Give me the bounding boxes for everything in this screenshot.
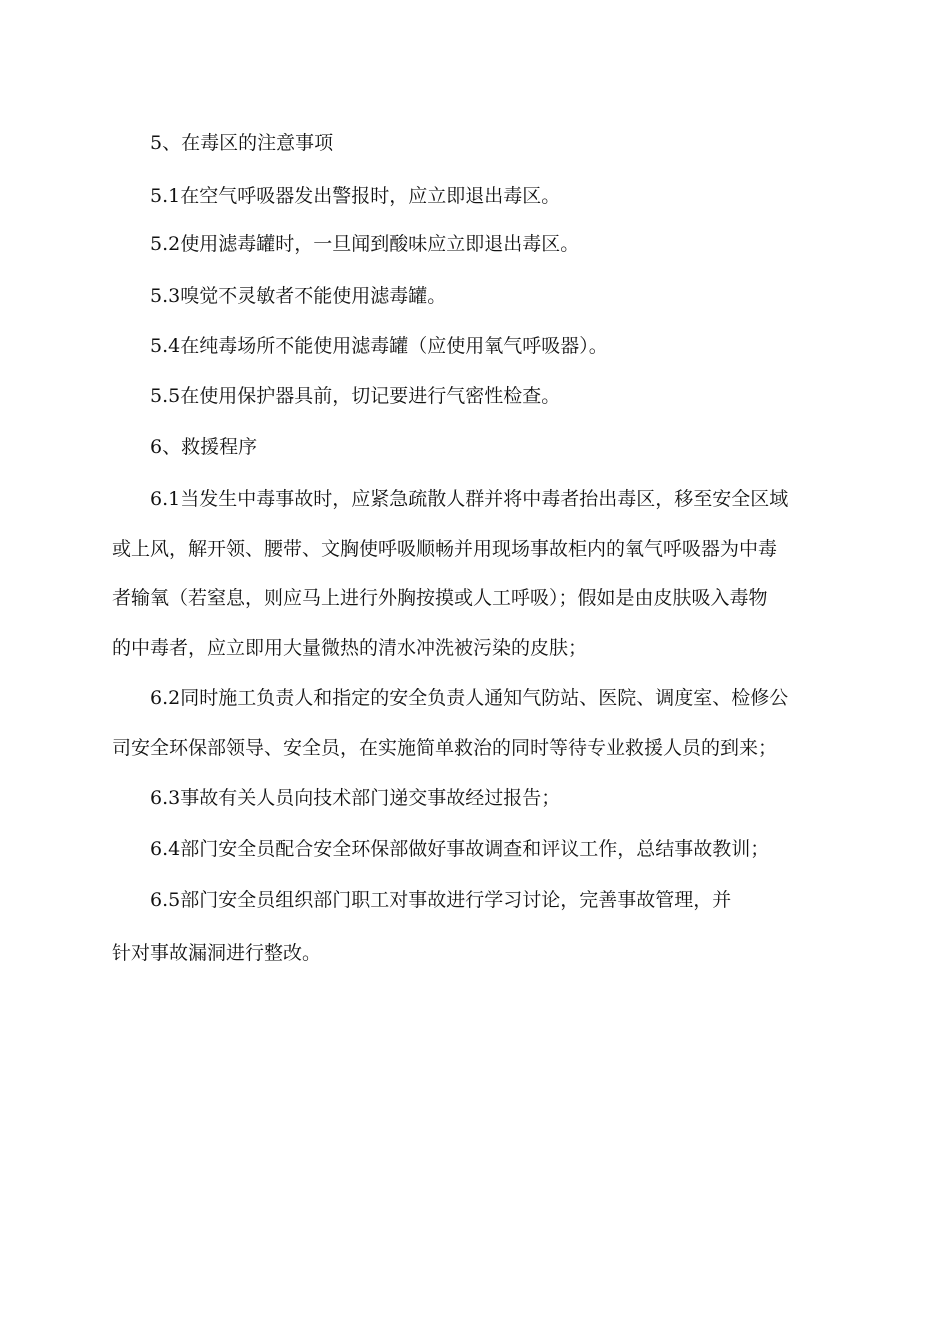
paragraph-6-1-line-1: 6.1当发生中毒事故时，应紧急疏散人群并将中毒者抬出毒区，移至安全区域 — [150, 488, 789, 510]
paragraph-6-3: 6.3事故有关人员向技术部门递交事故经过报告； — [150, 787, 561, 809]
paragraph-6-4: 6.4部门安全员配合安全环保部做好事故调查和评议工作，总结事故教训； — [150, 838, 770, 860]
paragraph-6-1-line-3: 者输氧（若窒息，则应马上进行外胸按摸或人工呼吸）；假如是由皮肤吸入毒物 — [112, 587, 768, 609]
paragraph-6-5-line-1: 6.5部门安全员组织部门职工对事故进行学习讨论，完善事故管理，并 — [150, 889, 732, 911]
section-5-heading: 5、在毒区的注意事项 — [150, 132, 334, 154]
section-5-item-5: 5.5在使用保护器具前，切记要进行气密性检查。 — [150, 385, 561, 407]
paragraph-6-2-line-2: 司安全环保部领导、安全员，在实施简单救治的同时等待专业救援人员的到来； — [112, 737, 778, 759]
section-5-item-4: 5.4在纯毒场所不能使用滤毒罐（应使用氧气呼吸器）。 — [150, 335, 608, 357]
paragraph-6-2-line-1: 6.2同时施工负责人和指定的安全负责人通知气防站、医院、调度室、检修公 — [150, 687, 789, 709]
section-5-item-3: 5.3嗅觉不灵敏者不能使用滤毒罐。 — [150, 285, 447, 307]
paragraph-6-1-line-4: 的中毒者，应立即用大量微热的清水冲洗被污染的皮肤； — [112, 637, 588, 659]
paragraph-6-1-line-2: 或上风，解开领、腰带、文胸使呼吸顺畅并用现场事故柜内的氧气呼吸器为中毒 — [112, 538, 778, 560]
section-5-item-1: 5.1在空气呼吸器发出警报时，应立即退出毒区。 — [150, 185, 561, 207]
section-5-item-2: 5.2使用滤毒罐时，一旦闻到酸味应立即退出毒区。 — [150, 233, 580, 255]
paragraph-6-5-line-2: 针对事故漏洞进行整改。 — [112, 942, 322, 964]
section-6-heading: 6、救援程序 — [150, 436, 258, 458]
